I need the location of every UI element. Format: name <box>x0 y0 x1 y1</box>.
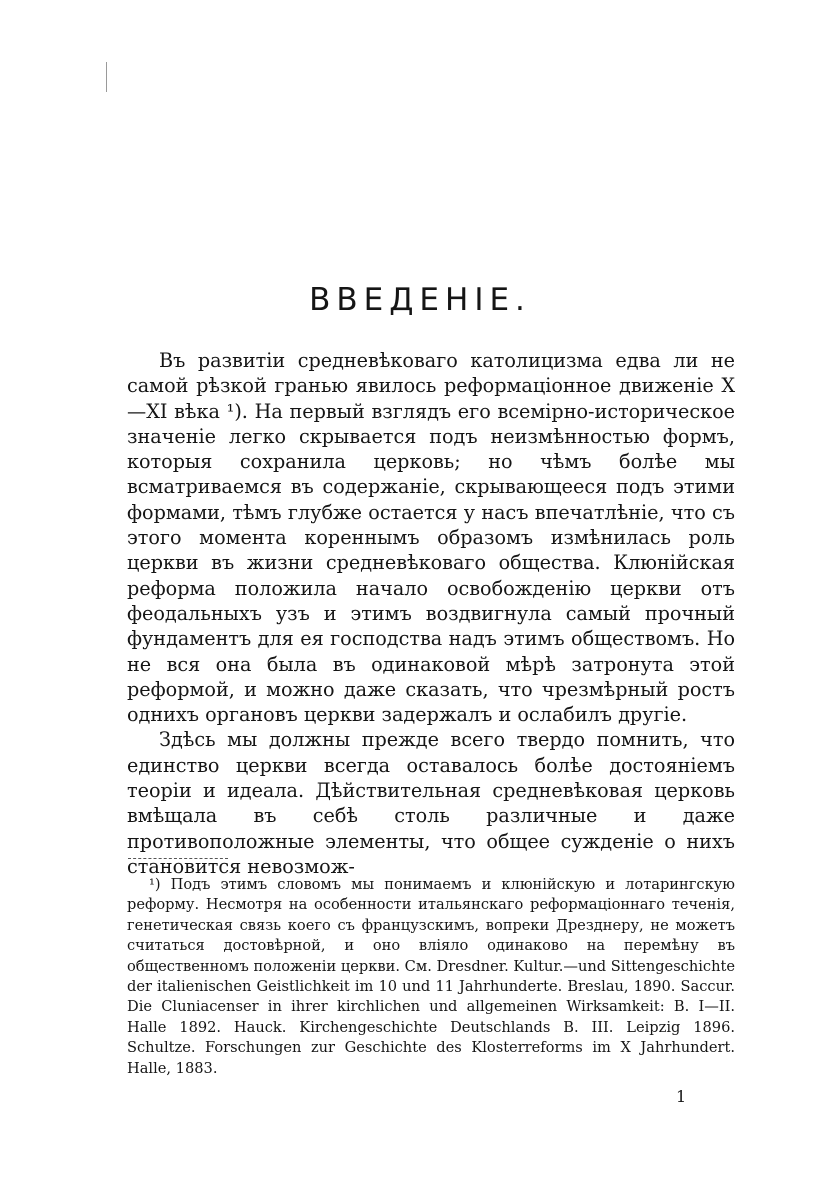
footnote-block <box>127 875 735 1079</box>
footnote-separator <box>128 858 228 859</box>
main-text <box>127 348 735 879</box>
paragraph-1: Въ развитіи средневѣковаго католицизма едва ли не самой рѣзкой гранью явилось реформаціонное движеніе X—XI вѣка ¹). На первый взглядъ его всемірно-историческое значеніе легко скрывается подъ неизмѣнностью формъ, которыя сохранила церковь; но чѣмъ болѣе мы всматриваемся въ содержаніе, скрывающееся подъ этими формами, тѣмъ глубже остается у насъ впечатлѣніе, что съ этого момента кореннымъ образомъ измѣнилась роль церкви въ жизни средневѣковаго общества. Клюнійская реформа положила начало освобожденію церкви отъ феодальныхъ узъ и этимъ воздвигнула самый прочный фундаментъ для ея господства надъ этимъ обществомъ. Но не вся она была въ одинаковой мѣрѣ затронута этой реформой, и можно даже сказать, что чрезмѣрный ростъ однихъ органовъ церкви задержалъ и ослабилъ другіе. <box>127 349 735 727</box>
margin-mark <box>106 62 107 92</box>
footnote-1: ¹) Подъ этимъ словомъ мы понимаемъ и клюнійскую и лотарингскую реформу. Несмотря на особенности итальянскаго реформаціоннаго теченія, генетическая связь коего съ французскимъ, вопреки Дрезднеру, не можетъ считаться достовѣрной, и оно вліяло одинаково на перемѣну въ общественномъ положеніи церкви. См. Dresdner. Kultur.—und Sittengeschichte der italienischen Geistlichkeit im 10 und 11 Jahrhunderte. Breslau, 1890. Saccur. Die Cluniacenser in ihrer kirchlichen und allgemeinen Wirksamkeit: B. I—II. Halle 1892. Hauck. Kirchengeschichte Deutschlands B. III. Leipzig 1896. Schultze. Forschungen zur Geschichte des Klosterreforms im X Jahrhundert. Halle, 1883. <box>127 876 735 1077</box>
page-number: 1 <box>676 1087 687 1106</box>
paragraph-2: Здѣсь мы должны прежде всего твердо помнить, что единство церкви всегда оставалось болѣе достояніемъ теоріи и идеала. Дѣйствительная средневѣковая церковь вмѣщала въ себѣ столь различные и даже противоположные элементы, что общее сужденіе о нихъ становится невозмож- <box>127 728 735 878</box>
chapter-title: ВВЕДЕНІЕ. <box>309 282 531 318</box>
